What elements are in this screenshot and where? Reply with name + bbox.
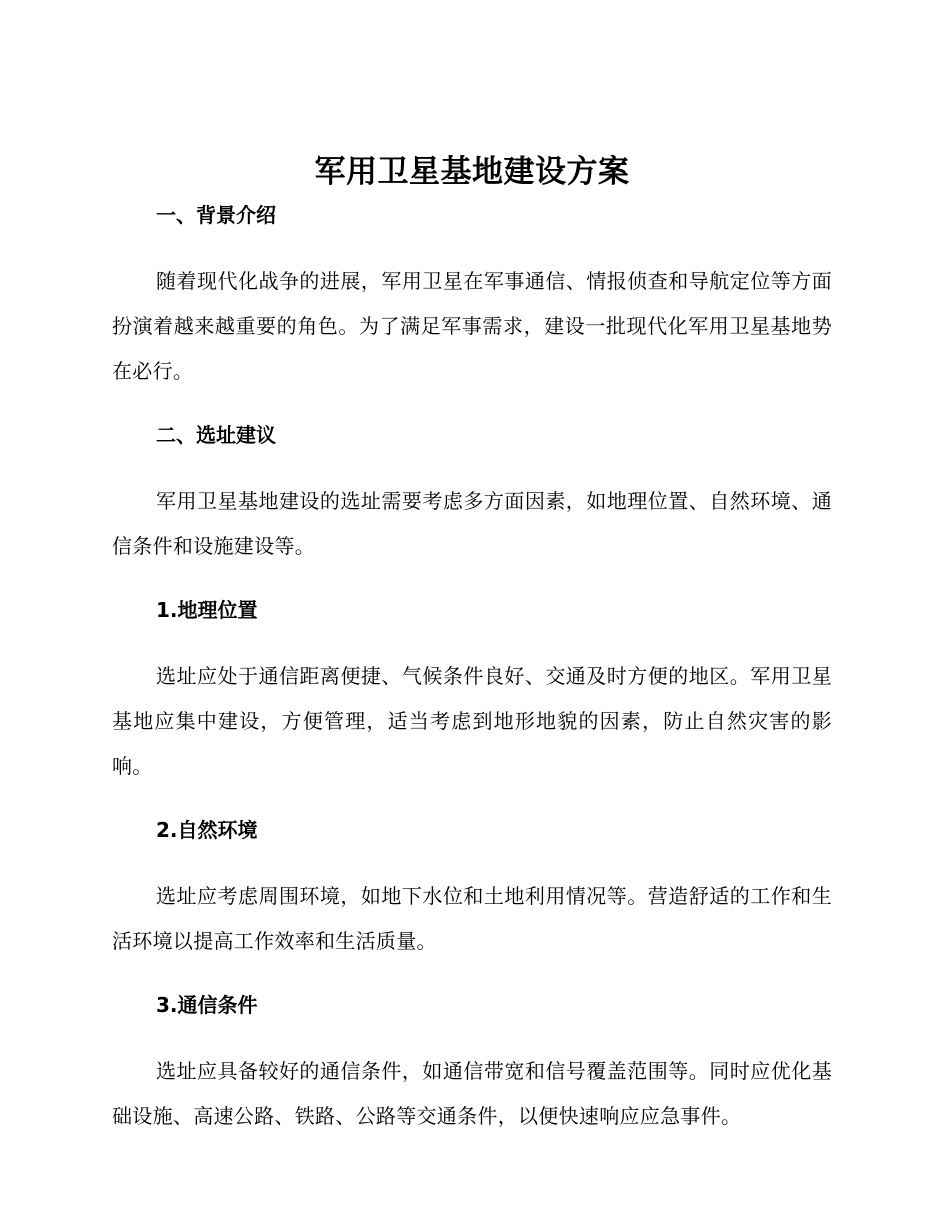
section-paragraph: 选址应考虑周围环境，如地下水位和土地利用情况等。营造舒适的工作和生活环境以提高工作效率和生活质量。 xyxy=(112,884,832,953)
section-geography xyxy=(112,595,832,815)
section-environment xyxy=(112,815,832,990)
section-heading: 3.通信条件 xyxy=(156,993,258,1017)
document-title: 军用卫星基地建设方案 xyxy=(314,154,630,190)
section-paragraph: 随着现代化战争的进展，军用卫星在军事通信、情报侦查和导航定位等方面扮演着越来越重要的角色。为了满足军事需求，建设一批现代化军用卫星基地势在必行。 xyxy=(112,269,832,383)
section-background xyxy=(112,200,832,420)
document-page xyxy=(112,150,832,1139)
section-heading: 1.地理位置 xyxy=(156,598,258,622)
section-paragraph: 选址应具备较好的通信条件，如通信带宽和信号覆盖范围等。同时应优化基础设施、高速公路、铁路、公路等交通条件，以便快速响应应急事件。 xyxy=(112,1059,832,1128)
section-site-selection xyxy=(112,420,832,595)
section-paragraph: 军用卫星基地建设的选址需要考虑多方面因素，如地理位置、自然环境、通信条件和设施建设等。 xyxy=(112,489,832,558)
section-heading: 一、背景介绍 xyxy=(156,203,276,227)
section-heading: 2.自然环境 xyxy=(156,818,258,842)
section-communication xyxy=(112,990,832,1139)
section-paragraph: 选址应处于通信距离便捷、气候条件良好、交通及时方便的地区。军用卫星基地应集中建设，方便管理，适当考虑到地形地貌的因素，防止自然灾害的影响。 xyxy=(112,664,832,778)
section-heading: 二、选址建议 xyxy=(156,423,276,447)
